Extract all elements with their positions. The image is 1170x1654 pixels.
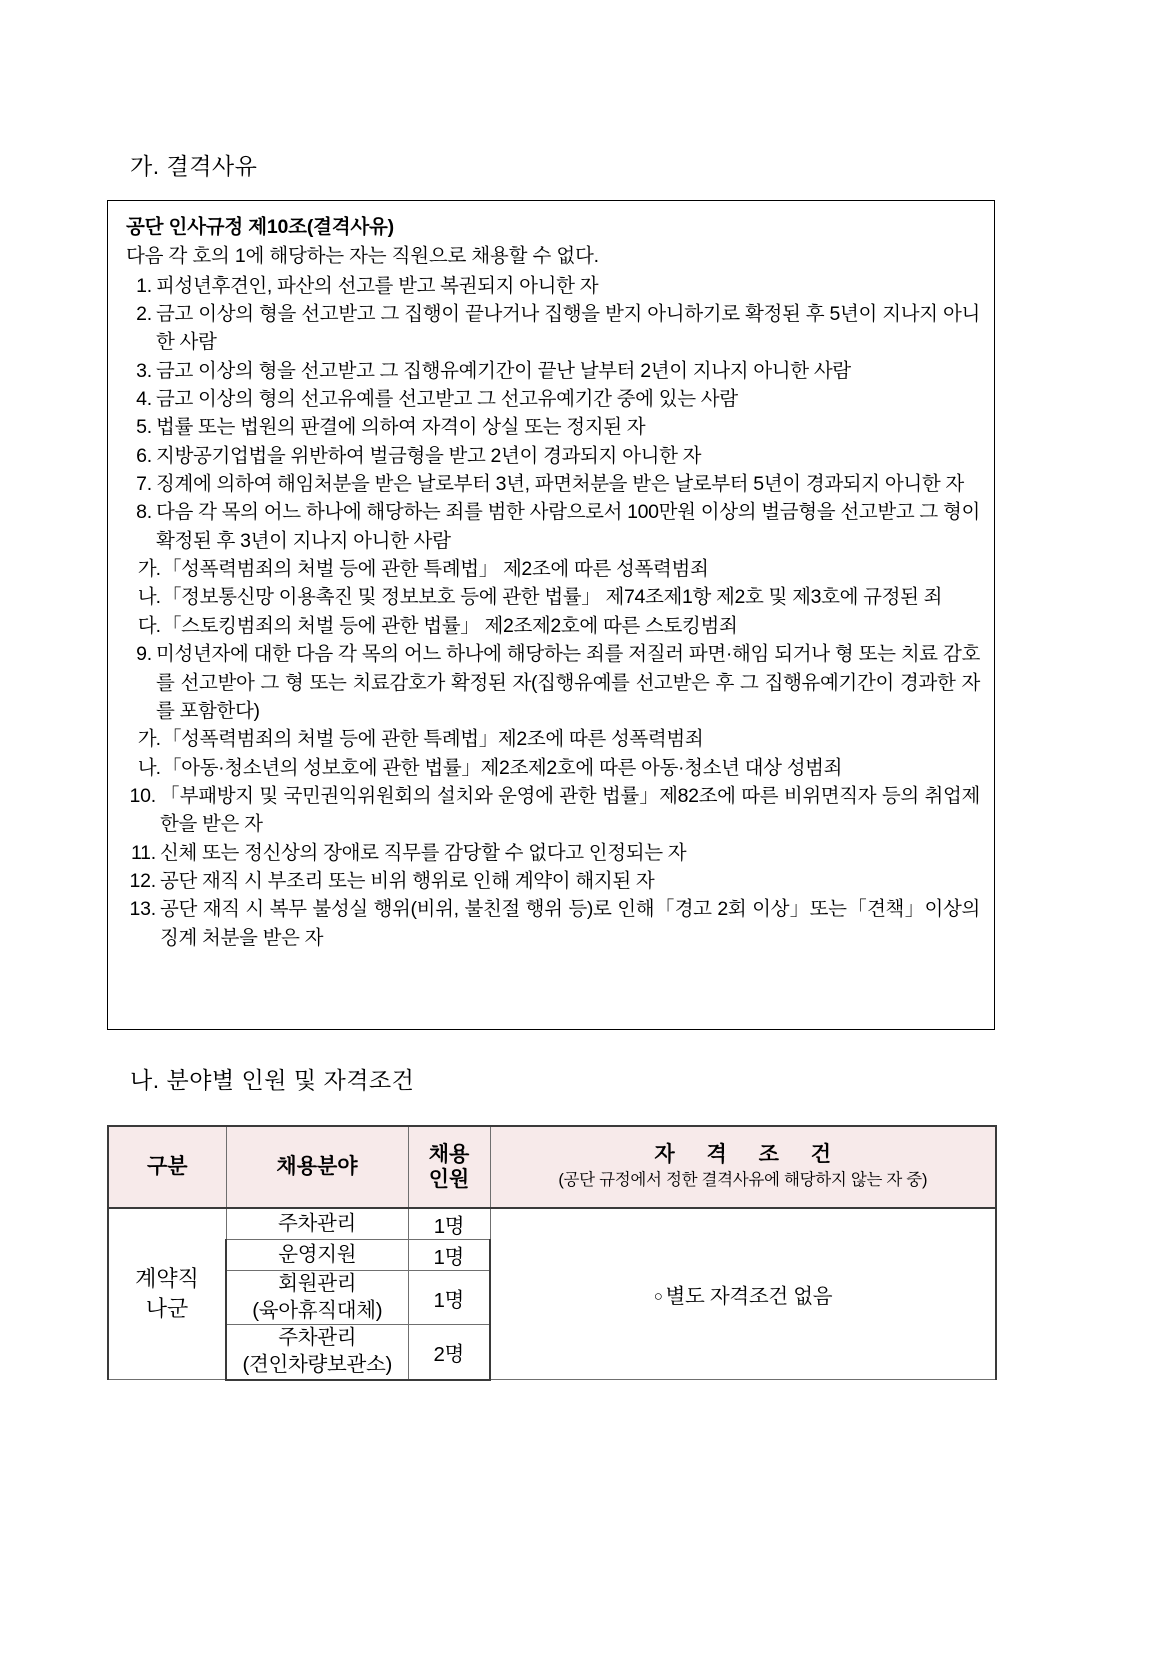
group-label-line2: 나군 [145, 1296, 189, 1322]
circle-bullet-icon: ○ [653, 1288, 663, 1306]
table-row [108, 1208, 996, 1240]
regulation-item-text: 「부패방지 및 국민권익위원회의 설치와 운영에 관한 법률」제82조에 따른 비위면직자 등의 취업제한을 받은 자 [160, 785, 980, 836]
regulation-item-marker: 1. [136, 274, 152, 297]
regulation-item-marker: 7. [136, 473, 152, 496]
regulation-item [122, 442, 980, 470]
regulation-item [122, 839, 980, 867]
regulation-intro: 다음 각 호의 1에 해당하는 자는 직원으로 채용할 수 없다. [126, 245, 599, 268]
field-note: (견인차량보관소) [242, 1352, 393, 1376]
regulation-item [122, 583, 980, 611]
regulation-item [122, 895, 980, 952]
field-note: (육아휴직대체) [252, 1298, 383, 1322]
regulation-item [122, 555, 980, 583]
regulation-item [122, 612, 980, 640]
regulation-item [122, 300, 980, 357]
cell-field [226, 1325, 408, 1380]
header-cell-count [408, 1126, 490, 1208]
regulation-item-marker: 2. [136, 302, 152, 325]
regulation-item-marker: 다. [137, 614, 160, 637]
regulation-item [122, 498, 980, 555]
regulation-box [107, 200, 995, 1030]
regulation-item-marker: 나. [137, 756, 160, 779]
header-label-qualification: 자 격 조 건 [654, 1143, 845, 1167]
header-label-group: 구분 [146, 1154, 188, 1178]
cell-field [226, 1240, 408, 1271]
cell-field [226, 1208, 408, 1240]
group-label-line1: 계약직 [135, 1266, 199, 1292]
regulation-item-marker: 6. [136, 444, 152, 467]
cell-group [108, 1208, 226, 1380]
regulation-item-marker: 나. [137, 586, 160, 609]
regulation-item-text: 신체 또는 정신상의 장애로 직무를 감당할 수 없다고 인정되는 자 [160, 841, 687, 864]
regulation-item-text: 공단 재직 시 복무 불성실 행위(비위, 불친절 행위 등)로 인해「경고 2회 이상」또는「견책」이상의 징계 처분을 받은 자 [160, 898, 980, 949]
regulation-item-text: 「성폭력범죄의 처벌 등에 관한 특례법」제2조에 따른 성폭력범죄 [162, 728, 704, 751]
regulation-item-marker: 가. [137, 558, 160, 581]
cell-count: 1명 [408, 1208, 490, 1240]
regulation-item-marker: 10. [129, 785, 156, 807]
regulation-item-text: 공단 재직 시 부조리 또는 비위 행위로 인해 계약이 해지된 자 [160, 870, 655, 893]
header-sublabel-qualification: (공단 규정에서 정한 결격사유에 해당하지 않는 자 중) [558, 1171, 928, 1190]
regulation-item-marker: 8. [136, 501, 152, 524]
cell-count: 2명 [408, 1325, 490, 1380]
regulation-item [122, 357, 980, 385]
qualification-text: 별도 자격조건 없음 [665, 1285, 833, 1309]
regulation-item [122, 385, 980, 413]
field-name: 회원관리 [278, 1272, 357, 1295]
regulation-item-text: 지방공기업법을 위반하여 벌금형을 받고 2년이 경과되지 아니한 자 [156, 444, 702, 467]
regulation-item [122, 725, 980, 753]
regulation-item-text: 금고 이상의 형을 선고받고 그 집행이 끝나거나 집행을 받지 아니하기로 확정된 후 5년이 지나지 아니한 사람 [156, 302, 980, 354]
regulation-item-marker: 12. [129, 870, 156, 893]
regulation-item [122, 754, 980, 782]
header-label-count-line2: 인원 [428, 1168, 470, 1191]
regulation-item-list [122, 272, 980, 953]
regulation-item [122, 782, 980, 839]
cell-count: 1명 [408, 1240, 490, 1271]
field-name: 운영지원 [278, 1242, 357, 1266]
regulation-item-marker: 가. [137, 728, 160, 751]
header-cell-qualification [490, 1126, 996, 1208]
regulation-item [122, 470, 980, 498]
regulation-item-text: 「성폭력범죄의 처벌 등에 관한 특례법」 제2조에 따른 성폭력범죄 [162, 558, 709, 581]
regulation-item-text: 법률 또는 법원의 판결에 의하여 자격이 상실 또는 정지된 자 [156, 416, 646, 439]
regulation-item-marker: 9. [136, 643, 152, 666]
regulation-title: 공단 인사규정 제10조(결격사유) [126, 216, 394, 238]
header-label-count-line1: 채용 [428, 1142, 470, 1166]
regulation-item-text: 「정보통신망 이용촉진 및 정보보호 등에 관한 법률」 제74조제1항 제2호 및 제3호에 규정된 죄 [162, 586, 943, 609]
regulation-item-marker: 5. [136, 416, 152, 439]
regulation-item [122, 640, 980, 725]
section-heading-positions: 나. 분야별 인원 및 자격조건 [130, 1067, 415, 1093]
field-name: 주차관리 [278, 1326, 357, 1350]
regulation-item [122, 867, 980, 895]
regulation-item [122, 272, 980, 300]
regulation-item-marker: 3. [136, 359, 152, 382]
cell-count: 1명 [408, 1271, 490, 1325]
regulation-item-text: 금고 이상의 형의 선고유예를 선고받고 그 선고유예기간 중에 있는 사람 [156, 387, 738, 410]
header-cell-group [108, 1126, 226, 1208]
header-cell-field [226, 1126, 408, 1208]
regulation-item-marker: 11. [130, 841, 156, 864]
regulation-item-marker: 4. [136, 387, 152, 410]
regulation-item-text: 다음 각 목의 어느 하나에 해당하는 죄를 범한 사람으로서 100만원 이상의 벌금형을 선고받고 그 형이 확정된 후 3년이 지나지 아니한 사람 [156, 501, 980, 552]
regulation-item-text: 「스토킹범죄의 처벌 등에 관한 법률」 제2조제2호에 따른 스토킹범죄 [162, 614, 738, 637]
regulation-item-text: 징계에 의하여 해임처분을 받은 날로부터 3년, 파면처분을 받은 날로부터 5년이 경과되지 아니한 자 [156, 473, 964, 496]
regulation-item-marker: 13. [129, 898, 156, 921]
regulation-item-text: 미성년자에 대한 다음 각 목의 어느 하나에 해당하는 죄를 저질러 파면·해임 되거나 형 또는 치료 감호를 선고받아 그 형 또는 치료감호가 확정된 자(집행유예를 선고받은 후 그 집행유예기간이 경과한 자를 포함한다) [156, 643, 980, 722]
regulation-item [122, 413, 980, 441]
regulation-item-text: 「아동·청소년의 성보호에 관한 법률」제2조제2호에 따른 아동·청소년 대상 성범죄 [162, 756, 843, 779]
table-header-row [108, 1126, 996, 1208]
regulation-item-text: 금고 이상의 형을 선고받고 그 집행유예기간이 끝난 날부터 2년이 지나지 아니한 사람 [156, 359, 851, 382]
recruitment-table [107, 1125, 997, 1381]
regulation-item-text: 피성년후견인, 파산의 선고를 받고 복권되지 아니한 자 [156, 274, 599, 297]
cell-qualification [490, 1208, 996, 1380]
header-label-field: 채용분야 [276, 1154, 358, 1178]
cell-field [226, 1271, 408, 1325]
field-name: 주차관리 [277, 1211, 356, 1235]
section-heading-disqualification: 가. 결격사유 [130, 153, 258, 179]
